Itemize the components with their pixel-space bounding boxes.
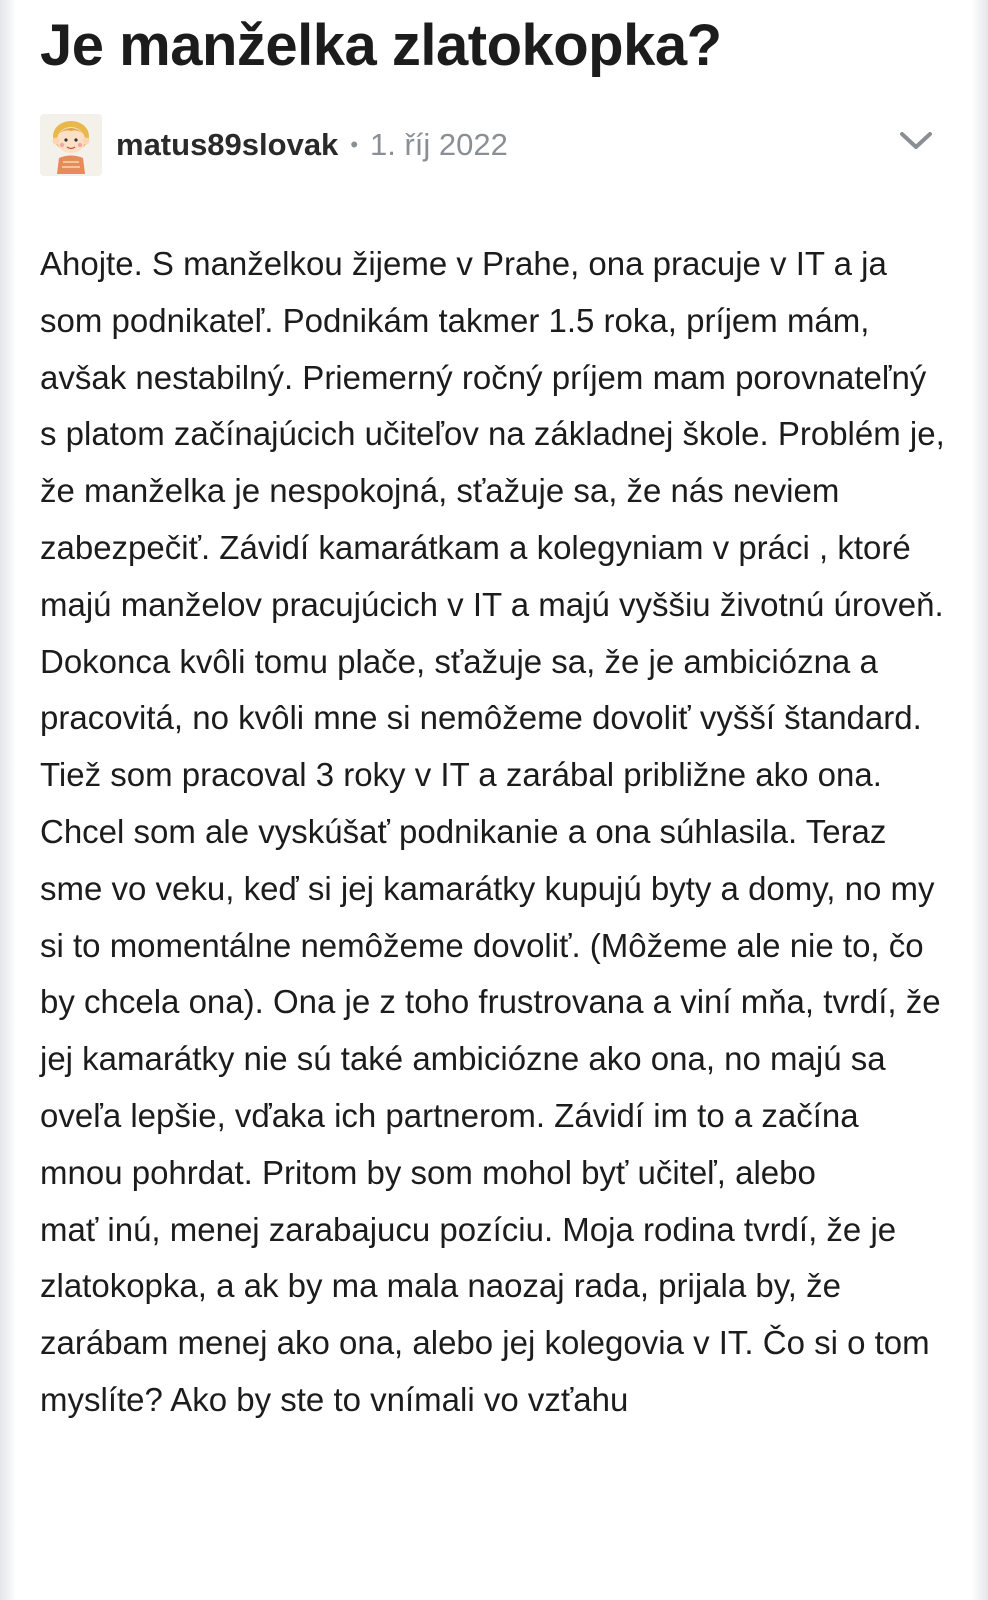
meta-separator: •: [350, 132, 359, 157]
post-paragraph: mať inú, menej zarabajucu pozíciu. Moja rodina tvrdí, že je zlatokopka, a ak by ma mala naozaj rada, prijala by, že zarábam menej ako ona, alebo jej kolegovia v IT. Čo si o tom myslíte? Ako by ste to vnímali vo vzťahu: [40, 1210, 930, 1418]
forum-post: [40, 0, 945, 1418]
chevron-down-icon[interactable]: [896, 121, 936, 161]
author-name[interactable]: matus89slovak: [116, 127, 339, 162]
page-border-right: [972, 0, 988, 1600]
page-border-left: [0, 0, 16, 1600]
post-paragraph: Ahojte. S manželkou žijeme v Prahe, ona pracuje v IT a ja som podnikateľ. Podnikám takmer 1.5 roka, príjem mám, avšak nestabilný. Priemerný ročný príjem mam porovnateľný s platom začínajúcich učiteľov na základnej škole. Problém je, že manželka je nespokojná, sťažuje sa, že nás neviem zabezpečiť. Závidí kamarátkam a kolegyniam v práci , ktoré majú manželov pracujúcich v IT a majú vyššiu životnú úroveň. Dokonca kvôli tomu plače, sťažuje sa, že je ambiciózna a pracovitá, no kvôli mne si nemôžeme dovoliť vyšší štandard. Tiež som pracoval 3 roky v IT a zarábal približne ako ona. Chcel som ale vyskúšať podnikanie a ona súhlasila. Teraz sme vo veku, keď si jej kamarátky kupujú byty a domy, no my si to momentálne nemôžeme dovoliť. (Môžeme ale nie to, čo by chcela ona). Ona je z toho frustrovana a viní mňa, tvrdí, že jej kamarátky nie sú také ambiciózne ako ona, no majú sa oveľa lepšie, vďaka ich partnerom. Závidí im to a začína mnou pohrdat. Pritom by som mohol byť učiteľ, alebo: [40, 245, 945, 1191]
post-title: Je manželka zlatokopka?: [40, 13, 722, 78]
post-body: [40, 236, 945, 1429]
child-avatar-icon[interactable]: [40, 114, 102, 176]
post-meta: [40, 115, 940, 175]
post-date: 1. říj 2022: [370, 127, 508, 162]
